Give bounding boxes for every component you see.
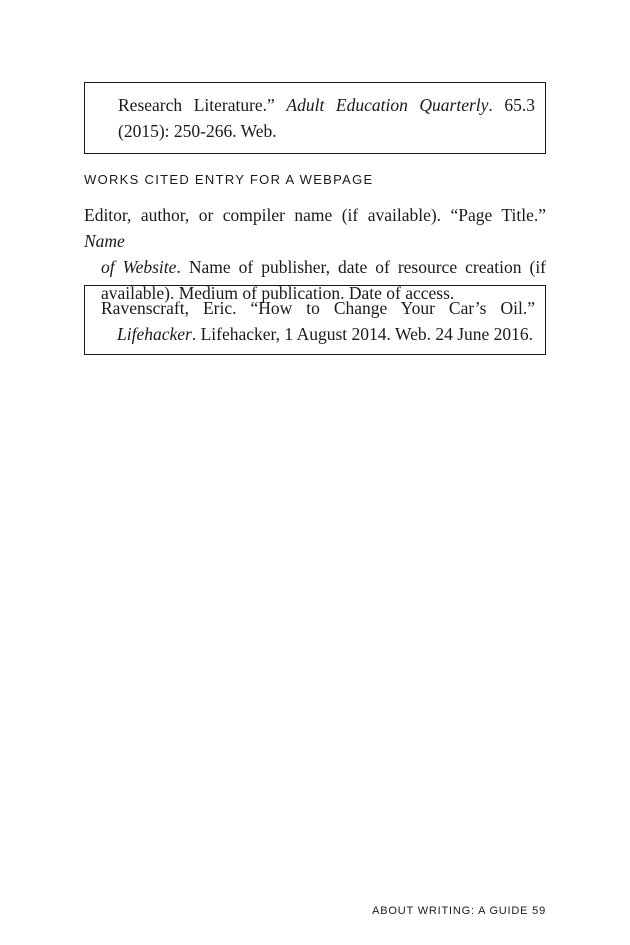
format-line: available). Medium of publication. Date of access. (101, 283, 455, 303)
citation-example (84, 285, 546, 355)
section-heading: WORKS CITED ENTRY FOR A WEBPAGE (84, 172, 374, 187)
format-line: of Website. Name of publisher, date of resource creation (if (101, 257, 547, 277)
website-title: Lifehacker (117, 324, 192, 344)
citation-line: Research Literature.” Adult Education Quarterly. 65.3 (118, 95, 535, 115)
page-footer (372, 905, 546, 917)
running-title: ABOUT WRITING: A GUIDE (372, 905, 529, 917)
citation-example-continued (84, 82, 546, 154)
journal-title: Adult Education Quarterly (286, 95, 489, 115)
citation-line: (2015): 250-266. Web. (118, 121, 277, 141)
citation-line: Lifehacker. Lifehacker, 1 August 2014. Web. 24 June 2016. (117, 324, 534, 344)
citation-line: Ravenscraft, Eric. “How to Change Your Car’s Oil.” (101, 298, 535, 318)
page-number: 59 (532, 905, 546, 917)
format-line: Editor, author, or compiler name (if available). “Page Title.” Name (84, 205, 546, 251)
